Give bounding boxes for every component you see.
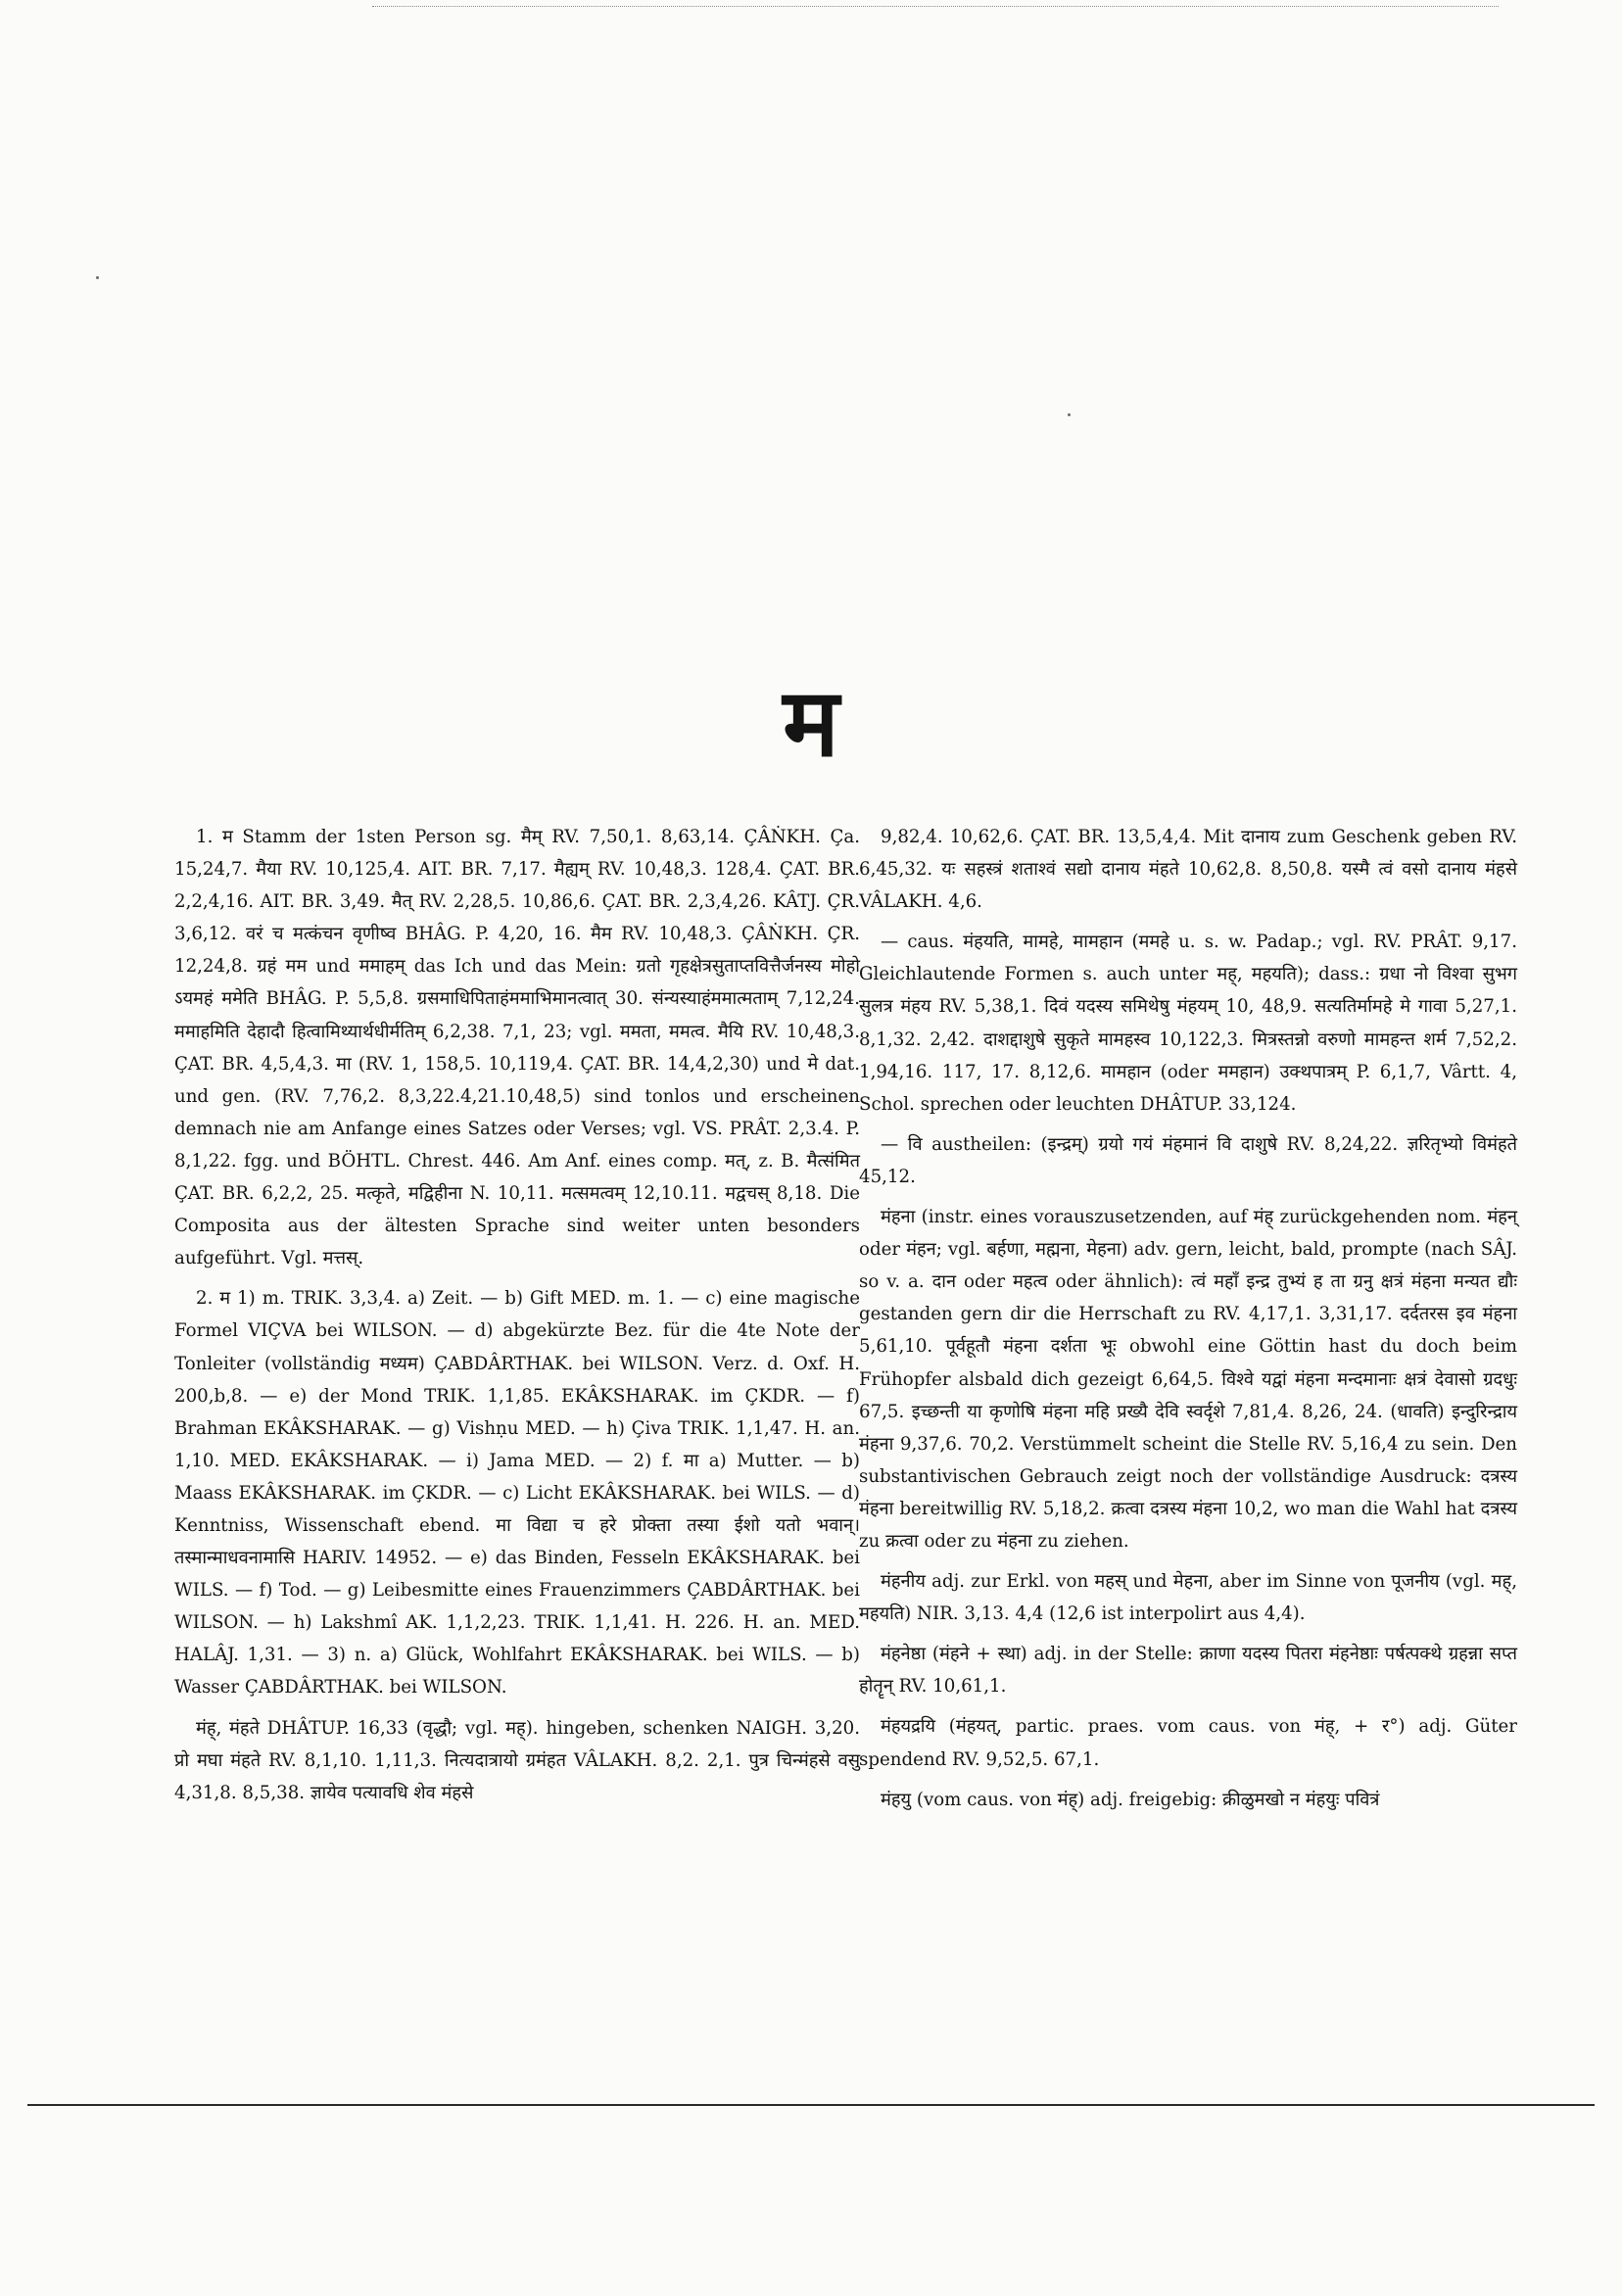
entry-paragraph: मंहनीय adj. zur Erkl. von महस् und मेहना, aber im Sinne von पूजनीय (vgl. मह्, महयति) NIR. 3,13. 4,4 (12,6 ist interpolirt aus 4,4). [859, 1571, 1517, 1625]
entry-paragraph: 9,82,4. 10,62,6. ÇAT. BR. 13,5,4,4. Mit दानाय zum Geschenk geben RV. 6,45,32. यः सहस्त्रं शताश्वं सद्यो दानाय मंहते 10,62,8. 8,50,8. यस्मै त्वं वसो दानाय मंहसे VÂLAKH. 4,6. [859, 827, 1517, 913]
footer-rule [27, 2104, 1595, 2106]
top-edge-rule [372, 0, 1499, 7]
left-column [174, 821, 860, 1817]
scan-speck [1068, 413, 1071, 416]
entry-paragraph: — caus. मंहयति, मामहे, मामहान (ममहे u. s. w. Padap.; vgl. RV. PRÂT. 9,17. Gleichlautende Formen s. auch unter मह्, महयति); dass.: ग्रधा नो विश्वा सुभग सुलत्र मंहय RV. 5,38,1. दिवं यदस्य समिथेषु मंहयम् 10, 48,9. सत्यतिर्मामहे मे गावा 5,27,1. 8,1,32. 2,42. दाशद्दाशुषे सुकृते मामहस्व 10,122,3. मित्रस्तन्नो वरुणो मामहन्त शर्म 7,52,2. 1,94,16. 117, 17. 8,12,6. मामहान (oder ममहान) उक्थपात्रम् P. 6,1,7, Vârtt. 4, Schol. sprechen oder leuchten DHÂTUP. 33,124. [859, 932, 1517, 1115]
entry-paragraph: मंहयद्रयि (मंहयत्, partic. praes. vom caus. von मंह्, + र°) adj. Güter spendend RV. 9,52,5. 67,1. [859, 1716, 1517, 1770]
entry-paragraph: मंहयु (vom caus. von मंह्) adj. freigebig: क्रीळुमखो न मंहयुः पवित्रं [881, 1789, 1380, 1810]
entry-paragraph: मंहना (instr. eines vorauszusetzenden, auf मंह् zurückgehenden nom. मंहन् oder मंहन; vgl. बर्हणा, मह्मना, मेहना) adv. gern, leicht, bald, prompte (nach SÂJ. so v. a. दान oder महत्व oder ähnlich): त्वं महाँ इन्द्र तुभ्यं ह ता ग्रनु क्षत्रं मंहना मन्यत द्यौः gestanden gern dir die Herrschaft zu RV. 4,17,1. 3,31,17. दर्दतरस इव मंहना 5,61,10. पूर्वहूतौ मंहना दर्शता भूः obwohl eine Göttin hast du doch beim Frühopfer alsbald dich gezeigt 6,64,5. विश्वे यद्वां मंहना मन्दमानाः क्षत्रं देवासो ग्रदधुः 67,5. इच्छन्ती या कृणोषि मंहना महि प्रख्यै देवि स्वर्दृशे 7,81,4. 8,26, 24. (धावति) इन्दुरिन्द्राय मंहना 9,37,6. 70,2. Verstümmelt scheint die Stelle RV. 5,16,4 zu sein. Den substantivischen Gebrauch zeigt noch der vollständige Ausdruck: दत्रस्य मंहना bereitwillig RV. 5,18,2. क्रत्वा दत्रस्य मंहना 10,2, wo man die Wahl hat दत्रस्य zu क्रत्वा oder zu मंहना zu ziehen. [859, 1207, 1517, 1552]
scan-speck [96, 276, 99, 279]
section-letter-heading: म [783, 667, 839, 778]
right-column [859, 821, 1517, 1824]
entry-paragraph: — वि austheilen: (इन्द्रम्) ग्रयो गयं मंहमानं वि दाशुषे RV. 8,24,22. ज्ञरितृभ्यो विमंहते 45,12. [859, 1133, 1517, 1187]
entry-paragraph: 2. म 1) m. TRIK. 3,3,4. a) Zeit. — b) Gift MED. m. 1. — c) eine magische Formel VIÇVA bei WILSON. — d) abgekürzte Bez. für die 4te Note der Tonleiter (vollständig मध्यम) ÇABDÂRTHAK. bei WILSON. Verz. d. Oxf. H. 200,b,8. — e) der Mond TRIK. 1,1,85. EKÂKSHARAK. im ÇKDR. — f) Brahman EKÂKSHARAK. — g) Vishṇu MED. — h) Çiva TRIK. 1,1,47. H. an. 1,10. MED. EKÂKSHARAK. — i) Jama MED. — 2) f. मा a) Mutter. — b) Maass EKÂKSHARAK. im ÇKDR. — c) Licht EKÂKSHARAK. bei WILS. — d) Kenntniss, Wissenschaft ebend. मा विद्या च हरे प्रोक्ता तस्या ईशो यतो भवान्। तस्मान्माधवनामासि HARIV. 14952. — e) das Binden, Fesseln EKÂKSHARAK. bei WILS. — f) Tod. — g) Leibesmitte eines Frauenzimmers ÇABDÂRTHAK. bei WILSON. — h) Lakshmî AK. 1,1,2,23. TRIK. 1,1,41. H. 226. H. an. MED. HALÂJ. 1,31. — 3) n. a) Glück, Wohlfahrt EKÂKSHARAK. bei WILS. — b) Wasser ÇABDÂRTHAK. bei WILSON. [174, 1288, 860, 1698]
entry-paragraph: मंह्, मंहते DHÂTUP. 16,33 (वृद्धौ; vgl. मह्). hingeben, schenken NAIGH. 3,20. प्रो मघा मंहते RV. 8,1,10. 1,11,3. नित्यदात्रायो ग्रमंहत VÂLAKH. 8,2. 2,1. पुत्र चिन्मंहसे वसु 4,31,8. 8,5,38. ज्ञायेव पत्यावधि शेव मंहसे [174, 1717, 860, 1803]
entry-paragraph: मंहनेष्ठा (मंहने + स्था) adj. in der Stelle: क्राणा यदस्य पितरा मंहनेष्ठाः पर्षत्पक्थे ग्रहन्ना सप्त होतॄन् RV. 10,61,1. [859, 1644, 1517, 1698]
entry-paragraph: 1. म Stamm der 1sten Person sg. मैम् RV. 7,50,1. 8,63,14. ÇÂṄKH. Ça. 15,24,7. मैया RV. 10,125,4. AIT. BR. 7,17. मैह्यम् RV. 10,48,3. 128,4. ÇAT. BR. 2,2,4,16. AIT. BR. 3,49. मैत् RV. 2,28,5. 10,86,6. ÇAT. BR. 2,3,4,26. KÂTJ. ÇR. 3,6,12. वरं च मत्कंचन वृणीष्व BHÂG. P. 4,20, 16. मैम RV. 10,48,3. ÇÂṄKH. ÇR. 12,24,8. ग्रहं मम und ममाहम् das Ich und das Mein: ग्रतो गृहक्षेत्रसुताप्तवित्तैर्जनस्य मोहो ऽयमहं ममेति BHÂG. P. 5,5,8. ग्रसमाधिपिताहंममाभिमानत्वात् 30. संन्यस्याहंममात्मताम् 7,12,24. ममाहमिति देहादौ हित्वामिथ्यार्थधीर्मतिम् 6,2,38. 7,1, 23; vgl. ममता, ममत्व. मैयि RV. 10,48,3. ÇAT. BR. 4,5,4,3. मा (RV. 1, 158,5. 10,119,4. ÇAT. BR. 14,4,2,30) und मे dat. und gen. (RV. 7,76,2. 8,3,22.4,21.10,48,5) sind tonlos und erscheinen demnach nie am Anfange eines Satzes oder Verses; vgl. VS. PRÂT. 2,3.4. P. 8,1,22. fgg. und BÖHTL. Chrest. 446. Am Anf. eines comp. मत्, z. B. मैत्संमित ÇAT. BR. 6,2,2, 25. मत्कृते, मद्विहीना N. 10,11. मत्समत्वम् 12,10.11. मद्वचस् 8,18. Die Composita aus der ältesten Sprache sind weiter unten besonders aufgeführt. Vgl. मत्तस्. [174, 827, 860, 1269]
